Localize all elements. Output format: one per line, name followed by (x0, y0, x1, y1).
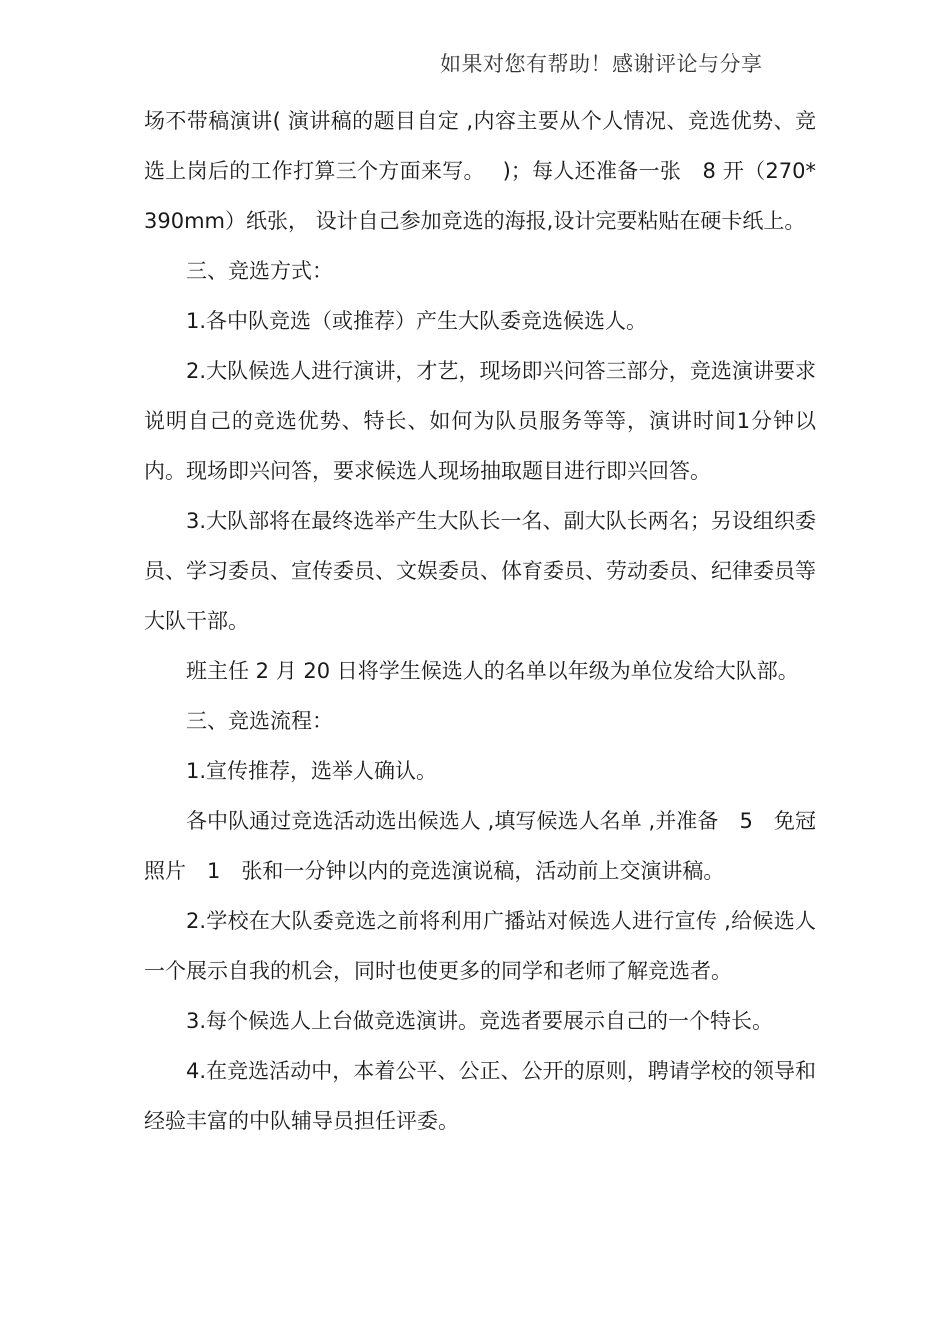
paragraph-method-1: 1.各中队竞选（或推荐）产生大队委竞选候选人。 (186, 309, 648, 333)
paragraph-process-2: 2.学校在大队委竞选之前将利用广播站对候选人进行宣传 ,给候选人一个展示自我的机会，同时也使更多的同学和老师了解竞选者。 (144, 909, 816, 983)
paragraph-method-2: 2.大队候选人进行演讲，才艺，现场即兴问答三部分，竞选演讲要求说明自己的竞选优势、特长、如何为队员服务等等，演讲时间1分钟以内。现场即兴问答，要求候选人现场抽取题目进行即兴回答。 (144, 359, 816, 483)
paragraph-process-1-detail: 各中队通过竞选活动选出候选人 ,填写候选人名单 ,并准备 5 免冠照片 1 张和一分钟以内的竞选演说稿，活动前上交演讲稿。 (144, 809, 816, 883)
paragraph-process-4: 4.在竞选活动中，本着公平、公正、公开的原则，聘请学校的领导和经验丰富的中队辅导员担任评委。 (144, 1059, 816, 1133)
heading-election-method: 三、竞选方式： (186, 259, 333, 283)
page-header: 如果对您有帮助！感谢评论与分享 (440, 52, 763, 76)
paragraph-process-1: 1.宣传推荐，选举人确认。 (186, 759, 438, 783)
paragraph-teacher-deadline: 班主任 2 月 20 日将学生候选人的名单以年级为单位发给大队部。 (186, 659, 799, 683)
heading-election-process: 三、竞选流程： (186, 709, 333, 733)
document-body (144, 96, 816, 1146)
paragraph-method-3: 3.大队部将在最终选举产生大队长一名、副大队长两名；另设组织委员、学习委员、宣传委员、文娱委员、体育委员、劳动委员、纪律委员等大队干部。 (144, 509, 816, 633)
paragraph-poster-requirements: 场不带稿演讲( 演讲稿的题目自定 ,内容主要从个人情况、竞选优势、竞选上岗后的工作打算三个方面来写。 )；每人还准备一张 8 开（270*390mm）纸张， 设计自己参加竞选的海报,设计完要粘贴在硬卡纸上。 (144, 109, 816, 233)
paragraph-process-3: 3.每个候选人上台做竞选演讲。竞选者要展示自己的一个特长。 (186, 1009, 774, 1033)
